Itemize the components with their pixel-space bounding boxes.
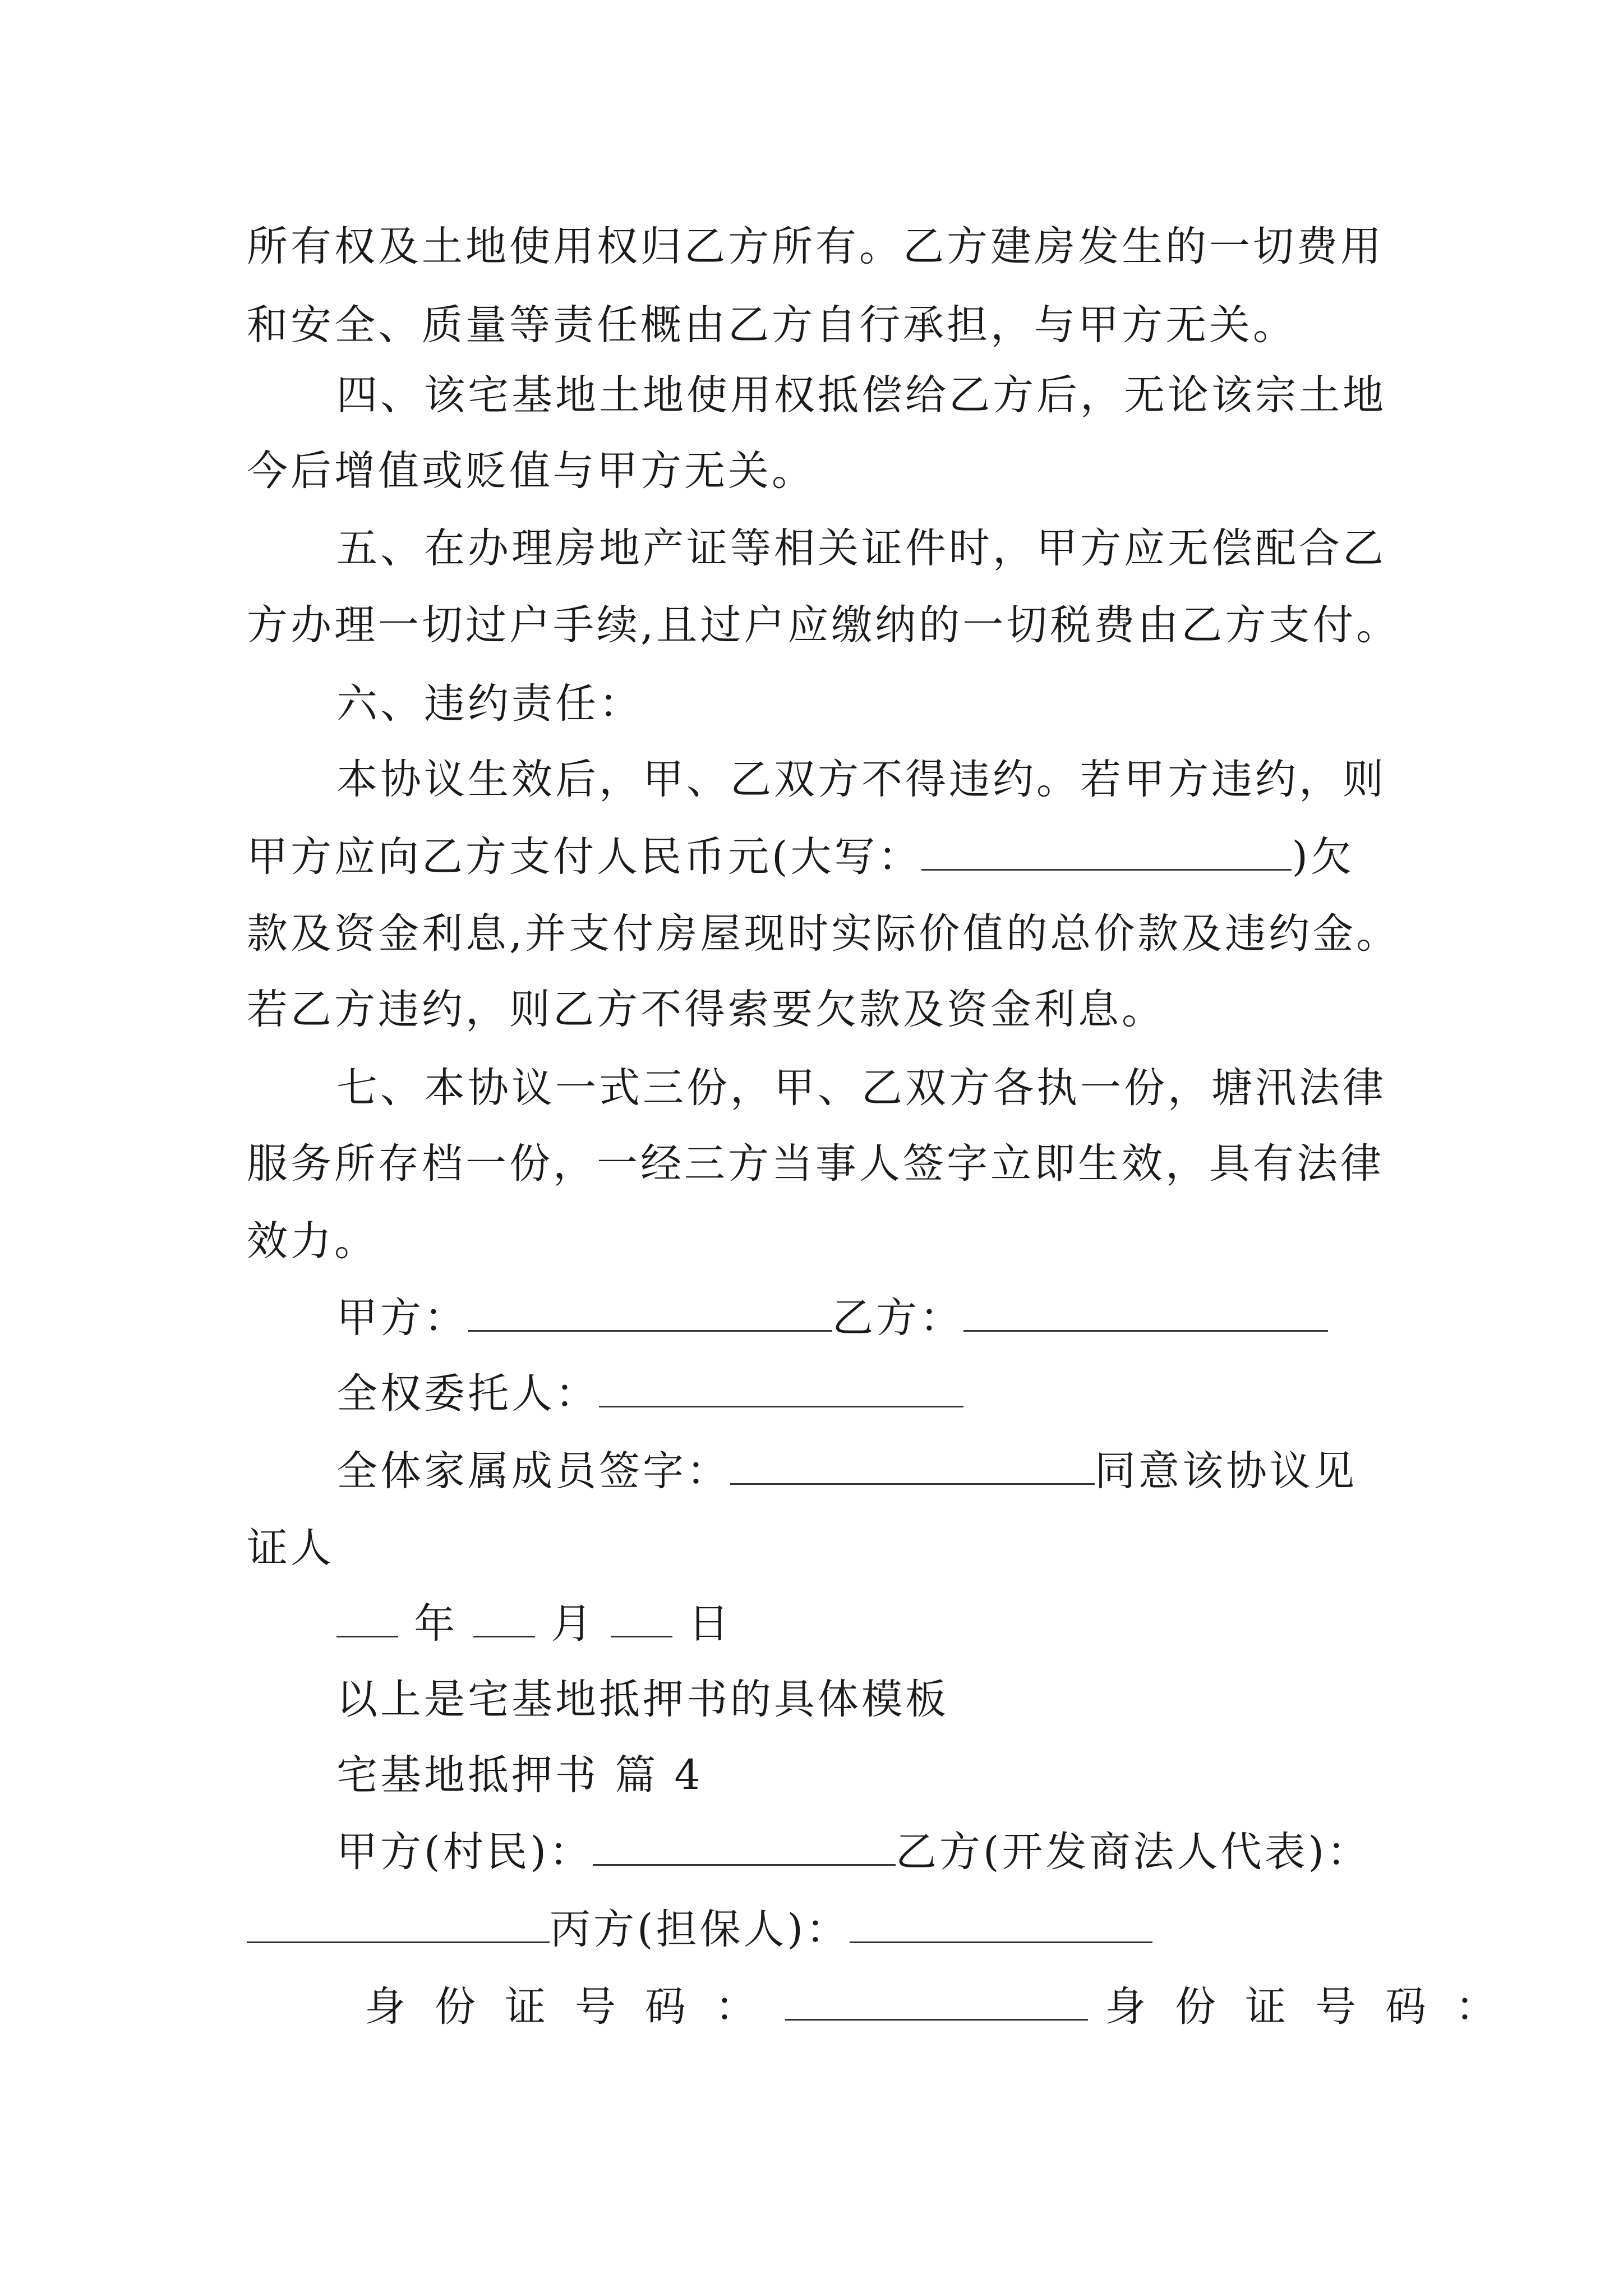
penalty-text-before: 甲方应向乙方支付人民币元(大写： — [247, 833, 922, 881]
clause-6-line-2 — [247, 829, 1391, 885]
amount-blank — [921, 834, 1292, 871]
family-label: 全体家属成员签字： — [336, 1447, 730, 1495]
clause-6-line-1: 本协议生效后，甲、乙双方不得违约。若甲方违约，则 — [336, 756, 1386, 803]
id-number-label-2: 身份证号码： — [1105, 1983, 1525, 2031]
clause-5-line-2: 方办理一切过户手续,且过户应缴纳的一切税费由乙方支付。 — [247, 601, 1400, 649]
clause-7-line-2: 服务所存档一份，一经三方当事人签字立即生效，具有法律 — [247, 1140, 1384, 1188]
clause-7-line-3: 效力。 — [247, 1217, 378, 1265]
party-a-blank — [468, 1295, 832, 1332]
family-signature-line — [336, 1443, 1481, 1499]
clause-6-heading: 六、违约责任： — [336, 680, 643, 728]
clause-5-line-1: 五、在办理房地产证等相关证件时，甲方应无偿配合乙 — [336, 524, 1386, 572]
day-label: 日 — [688, 1600, 732, 1648]
party-b-blank — [963, 1295, 1328, 1332]
clause-4-line-1: 四、该宅基地土地使用权抵偿给乙方后，无论该宗土地 — [336, 371, 1386, 419]
witness-label: 证人 — [247, 1524, 334, 1572]
clause-4-line-2: 今后增值或贬值与甲方无关。 — [247, 447, 815, 495]
paragraph-line-1: 所有权及土地使用权归乙方所有。乙方建房发生的一切费用 — [247, 223, 1384, 270]
paragraph-line-2: 和安全、质量等责任概由乙方自行承担，与甲方无关。 — [247, 301, 1297, 349]
penalty-text-after: )欠 — [1292, 833, 1354, 881]
template-note: 以上是宅基地抵押书的具体模板 — [336, 1676, 949, 1723]
id-number-blank-1 — [785, 1984, 1088, 2021]
section-title: 宅基地抵押书 篇 4 — [336, 1751, 703, 1799]
proxy-label: 全权委托人： — [336, 1370, 599, 1418]
clause-6-line-3: 款及资金利息,并支付房屋现时实际价值的总价款及违约金。 — [247, 910, 1400, 958]
clause-7-line-1: 七、本协议一式三份，甲、乙双方各执一份，塘汛法律 — [336, 1064, 1386, 1112]
guarantor-blank — [850, 1907, 1152, 1943]
year-label: 年 — [414, 1600, 458, 1648]
id-number-line — [365, 1979, 1525, 2035]
developer-label: 乙方(开发商法人代表)： — [895, 1828, 1371, 1876]
parties-line-2 — [247, 1902, 1391, 1958]
party-a-label: 甲方： — [336, 1294, 468, 1342]
month-label: 月 — [551, 1600, 595, 1648]
family-after-text: 同意该协议见 — [1095, 1447, 1357, 1495]
year-blank — [336, 1601, 398, 1637]
id-number-label-1: 身份证号码： — [365, 1983, 785, 2031]
proxy-line — [336, 1366, 1481, 1422]
villager-label: 甲方(村民)： — [336, 1828, 593, 1876]
proxy-blank — [599, 1371, 963, 1407]
villager-blank — [593, 1829, 896, 1866]
guarantor-label: 丙方(担保人)： — [550, 1906, 850, 1953]
date-line — [336, 1596, 1481, 1652]
parties-line-1 — [336, 1824, 1481, 1880]
day-blank — [611, 1601, 672, 1637]
signature-parties — [336, 1290, 1481, 1346]
developer-blank — [247, 1907, 550, 1943]
month-blank — [473, 1601, 535, 1637]
clause-6-line-4: 若乙方违约，则乙方不得索要欠款及资金利息。 — [247, 986, 1165, 1033]
family-blank — [730, 1448, 1095, 1485]
party-b-label: 乙方： — [832, 1294, 963, 1342]
